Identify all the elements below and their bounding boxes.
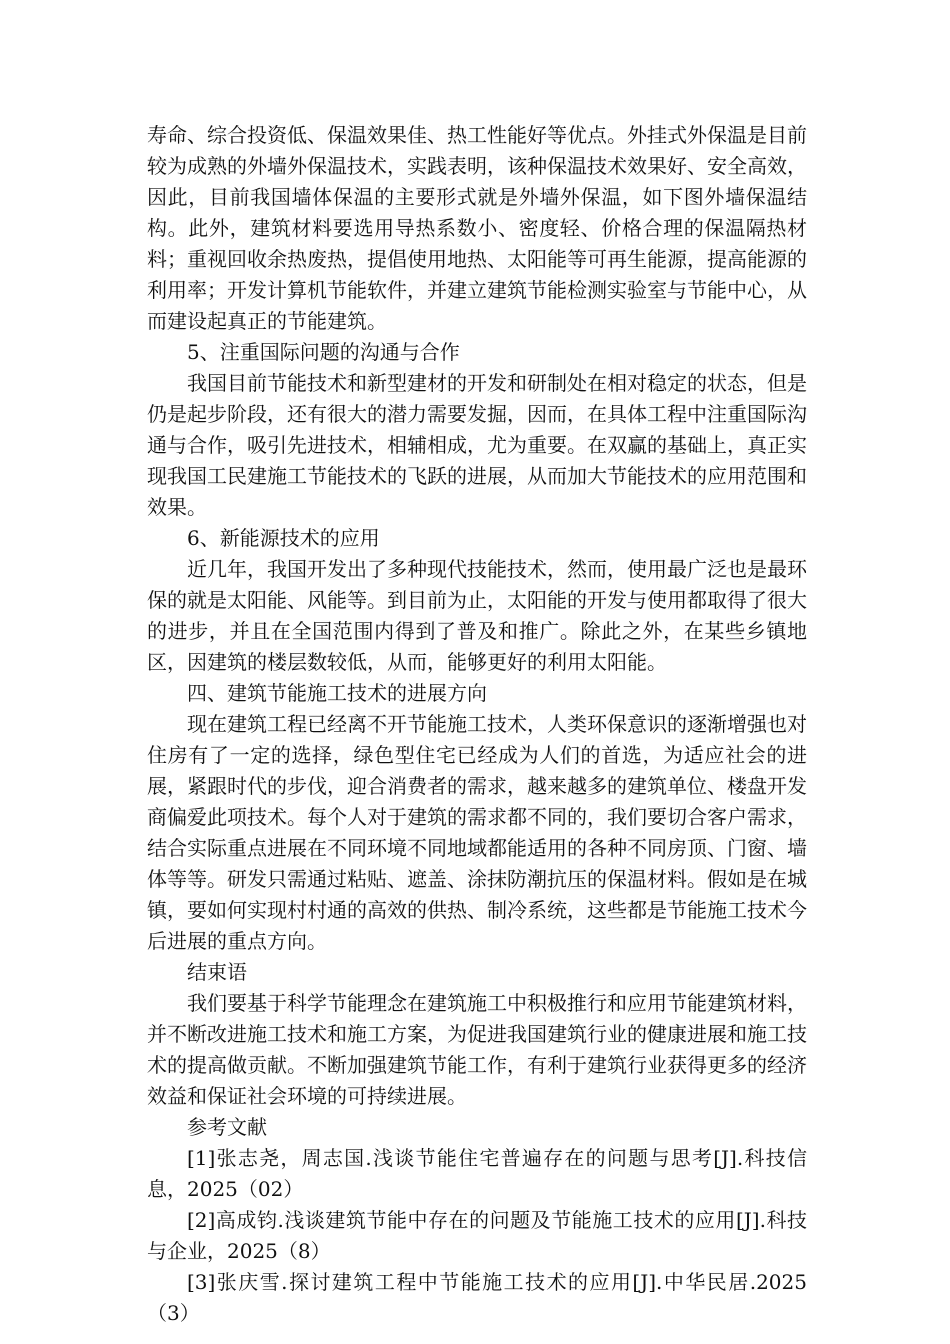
conclusion-heading: 结束语 bbox=[187, 960, 247, 984]
conclusion-paragraph: 我们要基于科学节能理念在建筑施工中积极推行和应用节能建筑材料，并不断改进施工技术和施工方案，为促进我国建筑行业的健康进展和施工技术的提高做贡献。不断加强建筑节能工作，有利于建筑行业获得更多的经济效益和保证社会环境的可持续进展。 bbox=[147, 991, 807, 1108]
section-6-paragraph: 近几年，我国开发出了多种现代技能技术，然而，使用最广泛也是最环保的就是太阳能、风能等。到目前为止，太阳能的开发与使用都取得了很大的进步，并且在全国范围内得到了普及和推广。除此之外，在某些乡镇地区，因建筑的楼层数较低，从而，能够更好的利用太阳能。 bbox=[147, 557, 807, 674]
document-page bbox=[147, 120, 807, 1329]
references-heading: 参考文献 bbox=[187, 1115, 267, 1139]
section-5-paragraph: 我国目前节能技术和新型建材的开发和研制处在相对稳定的状态，但是仍是起步阶段，还有很大的潜力需要发掘，因而，在具体工程中注重国际沟通与合作，吸引先进技术，相辅相成，尤为重要。在双赢的基础上，真正实现我国工民建施工节能技术的飞跃的进展，从而加大节能技术的应用范围和效果。 bbox=[147, 371, 807, 519]
part-4-paragraph: 现在建筑工程已经离不开节能施工技术，人类环保意识的逐渐增强也对住房有了一定的选择，绿色型住宅已经成为人们的首选，为适应社会的进展，紧跟时代的步伐，迎合消费者的需求，越来越多的建筑单位、楼盘开发商偏爱此项技术。每个人对于建筑的需求都不同的，我们要切合客户需求，结合实际重点进展在不同环境不同地域都能适用的各种不同房顶、门窗、墙体等等。研发只需通过粘贴、遮盖、涂抹防潮抗压的保温材料。假如是在城镇，要如何实现村村通的高效的供热、制冷系统，这些都是节能施工技术今后进展的重点方向。 bbox=[147, 712, 807, 953]
continuation-paragraph: 寿命、综合投资低、保温效果佳、热工性能好等优点。外挂式外保温是目前较为成熟的外墙外保温技术，实践表明，该种保温技术效果好、安全高效，因此，目前我国墙体保温的主要形式就是外墙外保温，如下图外墙保温结构。此外，建筑材料要选用导热系数小、密度轻、价格合理的保温隔热材料；重视回收余热废热，提倡使用地热、太阳能等可再生能源，提高能源的利用率；开发计算机节能软件，并建立建筑节能检测实验室与节能中心，从而建设起真正的节能建筑。 bbox=[147, 123, 807, 333]
reference-item-1: [1]张志尧，周志国.浅谈节能住宅普遍存在的问题与思考[J].科技信息，2025（02） bbox=[147, 1146, 807, 1201]
section-5-heading: 5、注重国际问题的沟通与合作 bbox=[187, 340, 460, 364]
part-4-heading: 四、建筑节能施工技术的进展方向 bbox=[187, 681, 487, 705]
reference-item-3: [3]张庆雪.探讨建筑工程中节能施工技术的应用[J].中华民居.2025（3） bbox=[147, 1270, 807, 1325]
section-6-heading: 6、新能源技术的应用 bbox=[187, 526, 380, 550]
reference-item-2: [2]高成钧.浅谈建筑节能中存在的问题及节能施工技术的应用[J].科技与企业，2025（8） bbox=[147, 1208, 807, 1263]
